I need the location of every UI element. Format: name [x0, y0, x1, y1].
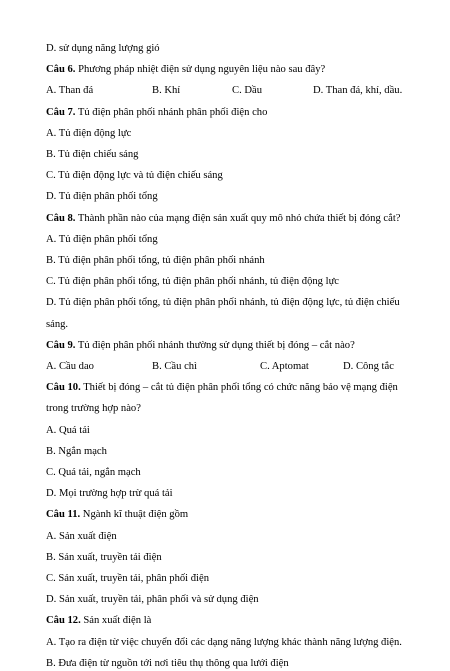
question-11	[46, 508, 406, 522]
question-6	[46, 63, 406, 77]
option-a: A. Than đá	[46, 85, 94, 96]
option-c: C. Quá tải, ngắn mạch	[46, 467, 141, 478]
option-a: A. Tủ điện động lực	[46, 128, 132, 139]
question-9-label: Câu 9.	[46, 340, 76, 351]
question-11-label: Câu 11.	[46, 509, 81, 520]
question-12-label: Câu 12.	[46, 615, 81, 626]
option-d: D. Mọi trường hợp trừ quá tải	[46, 488, 173, 499]
option-d: D. Công tắc	[343, 361, 394, 372]
option-d: D. Tủ điện phân phối tổng, tủ điện phân phối nhánh, tủ điện động lực, tủ điện chiếu	[46, 297, 400, 308]
option-d-continued: sáng.	[46, 319, 69, 330]
option-d: D. Tủ điện phân phối tổng	[46, 191, 158, 202]
option-a: A. Tạo ra điện từ việc chuyển đổi các dạng năng lượng khác thành năng lượng điện.	[46, 637, 402, 648]
question-10-text-line2: trong trường hợp nào?	[46, 403, 141, 414]
question-9-options	[46, 360, 406, 374]
question-7-label: Câu 7.	[46, 107, 76, 118]
question-8	[46, 212, 406, 226]
question-8-label: Câu 8.	[46, 213, 76, 224]
option-a: A. Sản xuất điện	[46, 531, 117, 542]
question-10-label: Câu 10.	[46, 382, 81, 393]
option-b: B. Tủ điện chiếu sáng	[46, 149, 139, 160]
option-b: B. Cầu chì	[152, 361, 198, 372]
option-a: A. Tủ điện phân phối tổng	[46, 234, 158, 245]
option-c: C. Dầu	[232, 85, 263, 96]
option-b: B. Ngắn mạch	[46, 446, 107, 457]
option-b: B. Khí	[152, 85, 181, 96]
option-c: C. Tủ điện động lực và tủ điện chiếu sáng	[46, 170, 223, 181]
question-10-text-line1: Thiết bị đóng – cắt tủ điện phân phối tổng có chức năng bảo vệ mạng điện	[80, 382, 398, 393]
question-12-text: Sản xuất điện là	[80, 615, 152, 626]
question-7-text: Tủ điện phân phối nhánh phân phối điện cho	[75, 107, 268, 118]
option-d: D. Than đá, khí, dầu.	[313, 85, 403, 96]
question-9	[46, 339, 406, 353]
question-10	[46, 381, 406, 395]
question-12	[46, 614, 406, 628]
question-9-text: Tủ điện phân phối nhánh thường sử dụng thiết bị đóng – cắt nào?	[75, 340, 355, 351]
question-8-text: Thành phần nào của mạng điện sản xuất quy mô nhỏ chứa thiết bị đóng cắt?	[75, 213, 401, 224]
question-6-text: Phương pháp nhiệt điện sử dụng nguyên liệu nào sau đây?	[75, 64, 326, 75]
option-d: D. Sản xuất, truyền tải, phân phối và sử dụng điện	[46, 594, 259, 605]
option-b: B. Sản xuất, truyền tải điện	[46, 552, 162, 563]
prev-option-d: D. sử dụng năng lượng gió	[46, 43, 160, 54]
option-a: A. Quá tải	[46, 425, 90, 436]
option-c: C. Sản xuất, truyền tải, phân phối điện	[46, 573, 209, 584]
option-a: A. Cầu dao	[46, 361, 94, 372]
option-c: C. Aptomat	[260, 361, 309, 372]
question-6-options	[46, 84, 406, 98]
option-b: B. Đưa điện từ nguồn tới nơi tiêu thụ thông qua lưới điện	[46, 658, 289, 669]
option-c: C. Tủ điện phân phối tổng, tủ điện phân phối nhánh, tủ điện động lực	[46, 276, 340, 287]
option-b: B. Tủ điện phân phối tổng, tủ điện phân phối nhánh	[46, 255, 265, 266]
question-7	[46, 106, 406, 120]
question-6-label: Câu 6.	[46, 64, 76, 75]
question-11-text: Ngành kĩ thuật điện gồm	[80, 509, 189, 520]
